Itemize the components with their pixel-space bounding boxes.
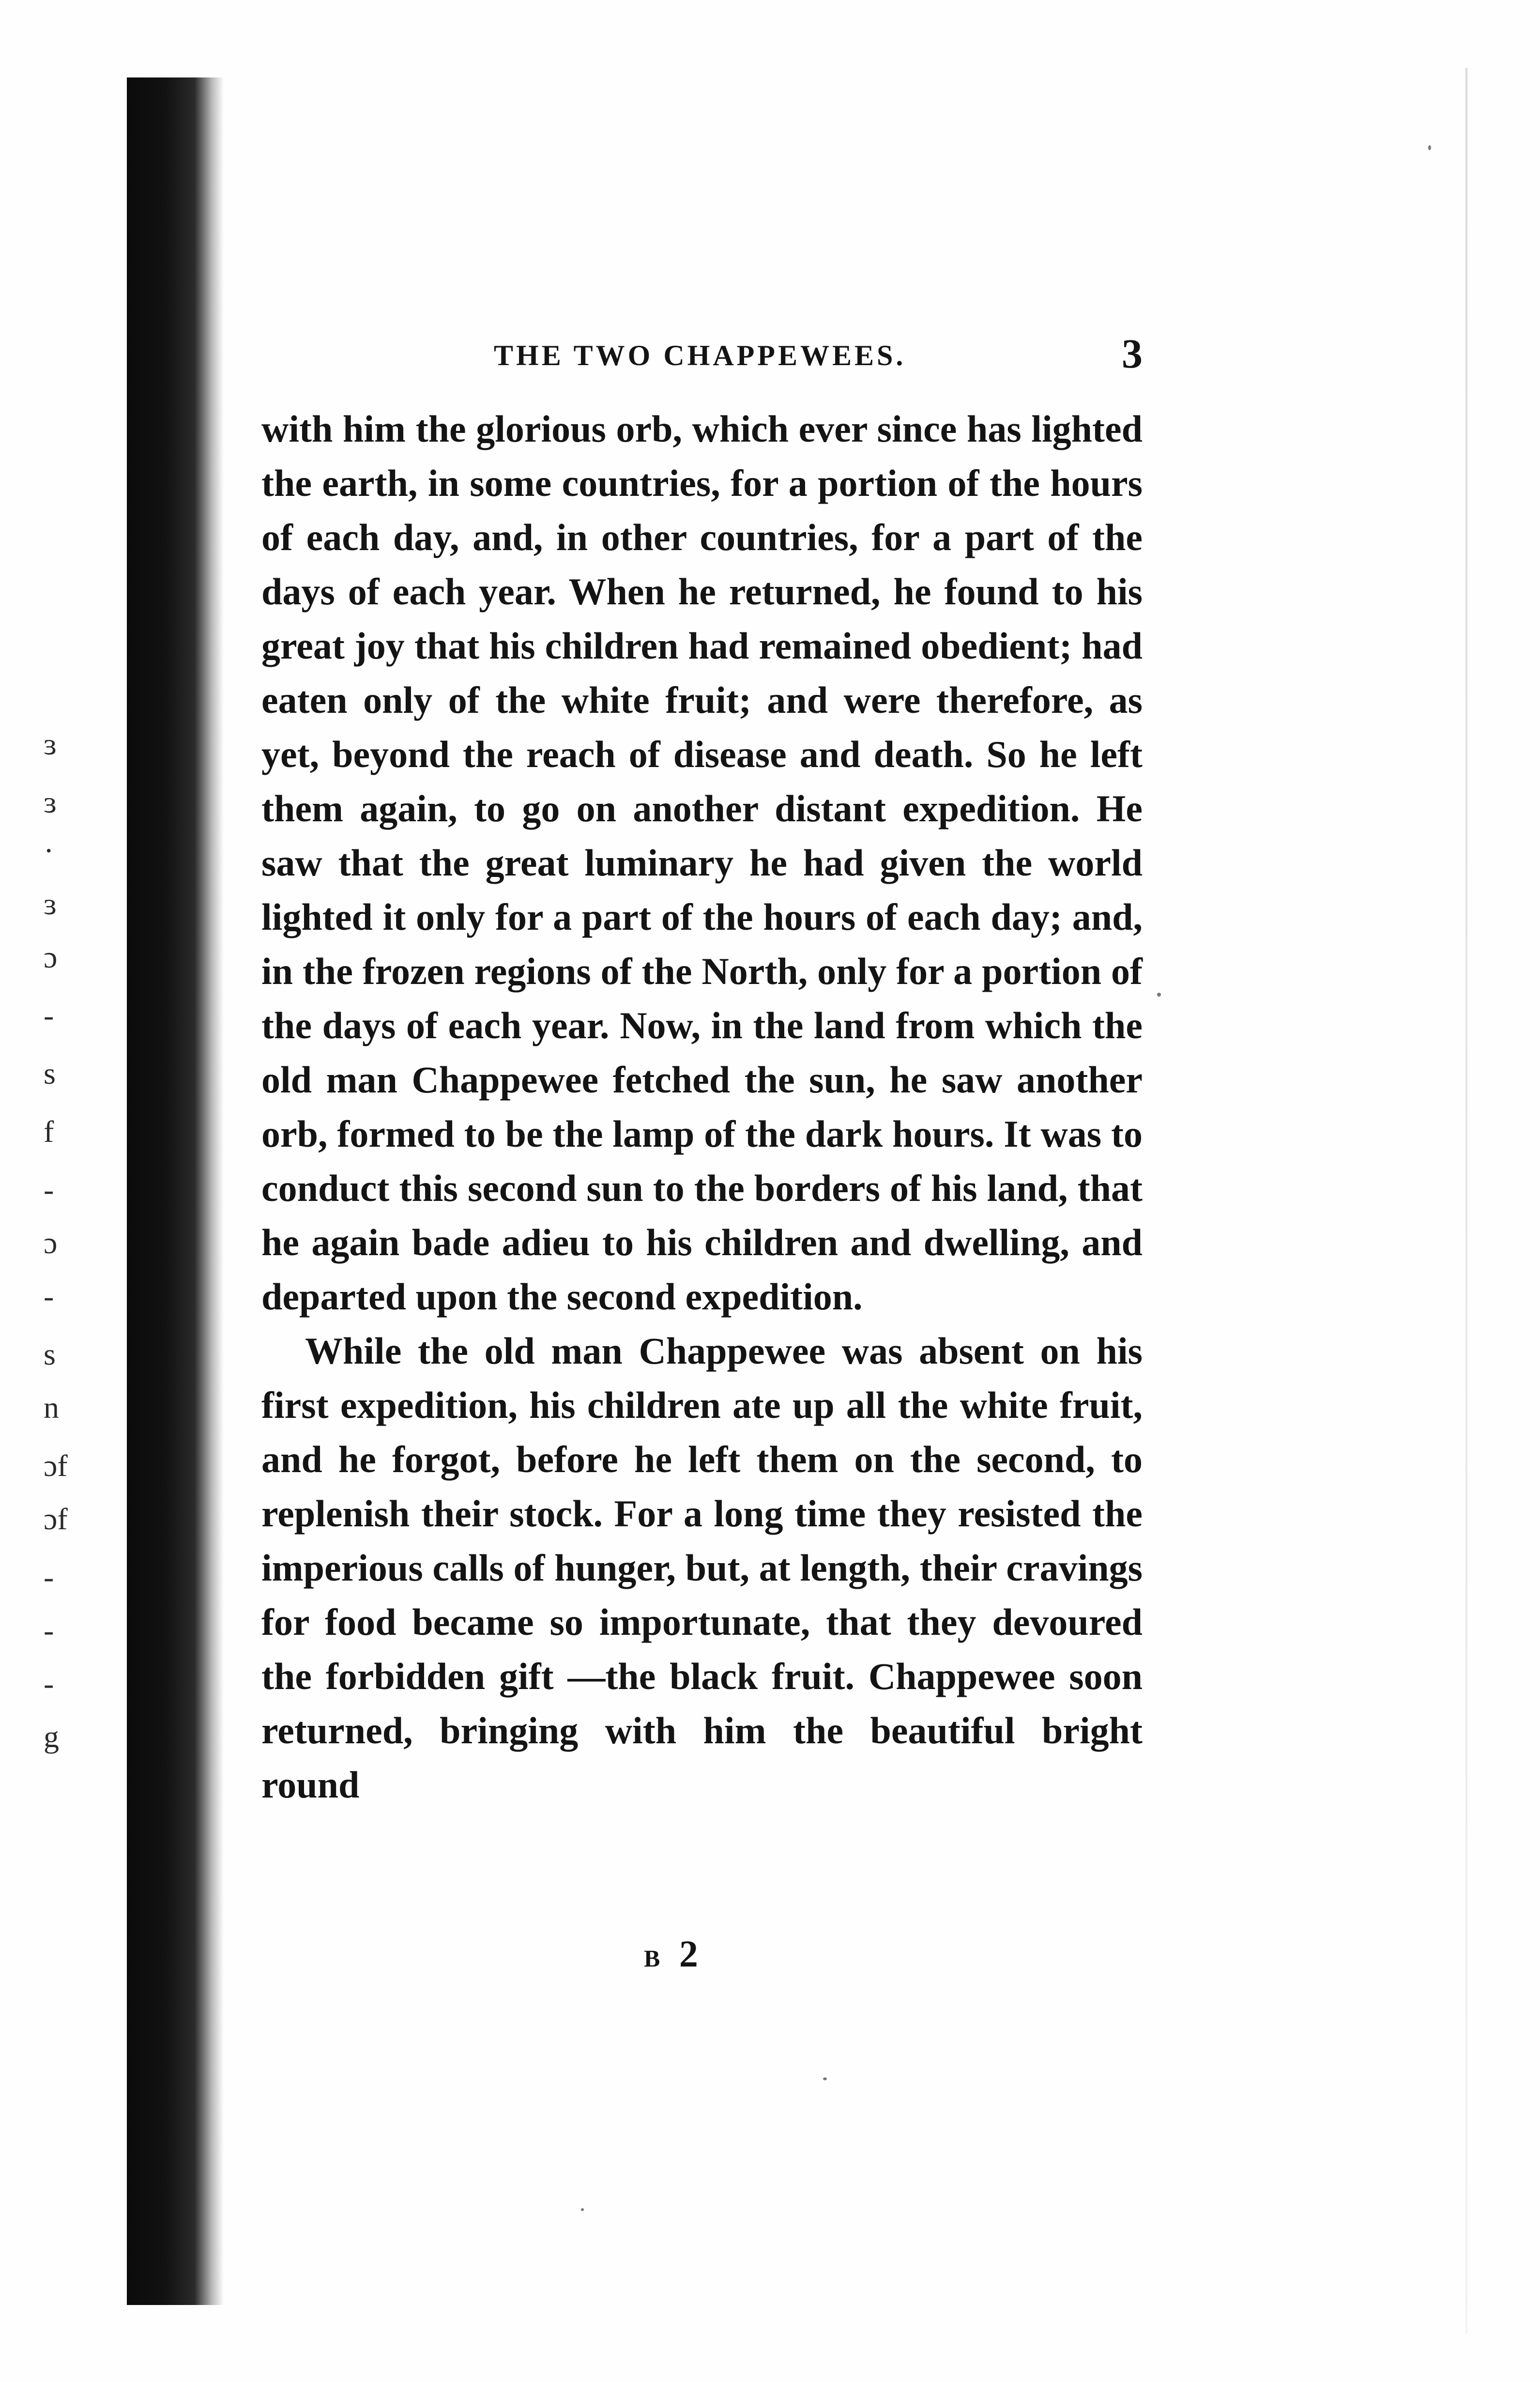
bleed-letter: s (44, 1337, 56, 1371)
facing-page-bleed (29, 726, 97, 2034)
bleed-letter: - (44, 998, 54, 1032)
running-header (271, 320, 1143, 377)
running-title: THE TWO CHAPPEWEES. (494, 339, 906, 371)
page-edge (1465, 68, 1467, 2334)
bleed-letter: ɜ (44, 727, 57, 761)
bleed-letter: ɔf (44, 1502, 68, 1536)
bleed-letter: - (44, 1613, 54, 1647)
page-number: 3 (1122, 330, 1143, 377)
bleed-letter: - (44, 1560, 54, 1594)
paper-speck (1428, 145, 1431, 150)
bleed-letter: f (44, 1114, 54, 1149)
bleed-letter: - (44, 1172, 54, 1207)
bleed-letter: · (44, 833, 54, 868)
signature-letter: B (644, 1945, 662, 1972)
bleed-letter: ɔf (44, 1448, 68, 1483)
paragraph: While the old man Chappewee was absent on his first expedition, his children ate up all the white fruit, and he forgot, before he left them on the second, to replenish their stock. For a long time they resisted the imperious calls of hunger, but, at length, their cravings for food became so importunate, that they devoured the forbidden gift —the black fruit. Chappewee soon returned, bringing with him the beautiful bright round (261, 1330, 1143, 1806)
bleed-letter: - (44, 1666, 54, 1701)
bleed-letter: s (44, 1056, 56, 1091)
signature-mark (644, 1932, 706, 1976)
bleed-letter: ɜ (44, 785, 57, 819)
bleed-letter: ɔ (44, 1226, 58, 1260)
bleed-letter: ɜ (44, 887, 57, 921)
body-text (261, 402, 1143, 1812)
bleed-letter: g (44, 1720, 59, 1754)
binding-gutter-shadow (127, 77, 224, 2305)
bleed-letter: - (44, 1279, 54, 1313)
signature-number: 2 (679, 1933, 706, 1975)
bleed-letter: n (44, 1390, 59, 1425)
bleed-letter: ɔ (44, 940, 58, 974)
paragraph: with him the glorious orb, which ever since has lighted the earth, in some countries, for a portion of the hours of each day, and, in other countries, for a part of the days of each year. When he returned, he found to his great joy that his children had remained obedient; had eaten only of the white fruit; and were therefore, as yet, beyond the reach of disease and death. So he left them again, to go on another distant expedition. He saw that the great luminary he had given the world lighted it only for a part of the hours of each day; and, in the frozen regions of the North, only for a portion of the days of each year. Now, in the land from which the old man Chappewee fetched the sun, he saw another orb, formed to be the lamp of the dark hours. It was to conduct this second sun to the borders of his land, that he again bade adieu to his children and dwelling, and departed upon the second expedition. (261, 408, 1143, 1318)
paper-speck (581, 2208, 584, 2211)
paper-speck (823, 2077, 827, 2080)
paper-speck (1157, 993, 1161, 997)
